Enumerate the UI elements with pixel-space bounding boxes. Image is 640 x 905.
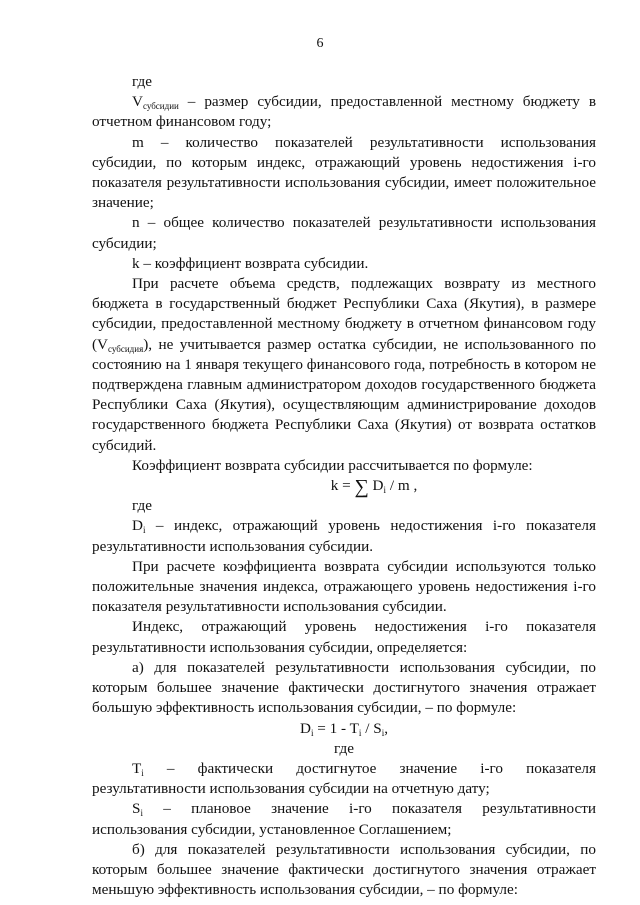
page-number: 6 — [316, 36, 324, 51]
formula-k-rest: / m , — [386, 477, 418, 495]
sum-symbol: ∑ — [354, 476, 369, 499]
formula-k-d: D — [368, 477, 384, 495]
formula-d-d: D — [300, 719, 311, 737]
index-paragraph: Индекс, отражающий уровень недостижения i-го показателя результативности использования субсидии, определяется: — [92, 618, 596, 656]
formula-d-slash: / S — [361, 719, 382, 737]
n-definition: n – общее количество показателей результативности использования субсидии; — [92, 214, 596, 252]
m-definition: m – количество показателей результативности использования субсидии, по которым индекс, отражающий уровень недостижения i-го показателя результативности использования субсидии, имеет положительное значение; — [92, 133, 596, 212]
calc-subscript: субсидия — [108, 343, 144, 354]
calc-text-a: При расчете объема средств, подлежащих возврату из местного бюджета в государственный бюджет Республики Саха (Якутия), в размере субсидии, предоставленной местному бюджету в отчетном финансовом году (V — [92, 275, 596, 353]
v-definition — [92, 92, 596, 132]
si-symbol: S — [132, 800, 141, 818]
di-symbol: D — [132, 517, 143, 535]
di-definition — [92, 516, 596, 556]
si-definition — [92, 799, 596, 839]
formula-d-sub3: i — [381, 727, 385, 738]
di-subscript: i — [142, 525, 146, 536]
ti-definition — [92, 759, 596, 799]
di-definition-text: – индекс, отражающий уровень недостижения i-го показателя результативности использования субсидии. — [92, 517, 596, 555]
formula-k — [92, 476, 596, 499]
case-a-paragraph: а) для показателей результативности использования субсидии, по которым большее значение фактически достигнутого значения отражает большую эффективность использования субсидии, – по формуле: — [92, 658, 596, 717]
where-label: где — [132, 73, 152, 90]
si-definition-text: – плановое значение i-го показателя результативности использования субсидии, установленное Соглашением; — [92, 800, 596, 838]
coefficient-intro: Коэффициент возврата субсидии рассчитывается по формуле: — [132, 456, 533, 474]
formula-d-end: , — [384, 719, 388, 737]
document-body — [92, 72, 596, 900]
formula-d-sub1: i — [310, 727, 314, 738]
where-label-2: где — [132, 497, 152, 515]
ti-subscript: i — [141, 767, 144, 778]
formula-k-sub: i — [383, 485, 387, 496]
where-label-3: где — [334, 739, 354, 757]
case-b-paragraph: б) для показателей результативности использования субсидии, по которым большее значение фактически достигнутого значения отражает меньшую эффективность использования субсидии, – по формуле: — [92, 840, 596, 899]
calc-text-b: ), не учитывается размер остатка субсидии, не использованного по состоянию на 1 января текущего финансового года, потребность в котором не подтверждена главным администратором доходов государственного бюджета Республики Саха (Якутия), осуществляющим администрирование доходов государственного бюджета Республики Саха (Якутия) от возврата остатков субсидий. — [92, 335, 596, 454]
calculation-paragraph — [92, 274, 596, 456]
si-subscript: i — [140, 808, 143, 819]
formula-d-mid: = 1 - T — [313, 719, 359, 737]
formula-k-lhs: k = — [330, 477, 355, 495]
k-definition: k – коэффициент возврата субсидии. — [132, 254, 369, 272]
ti-symbol: T — [132, 759, 142, 777]
positive-values-paragraph: При расчете коэффициента возврата субсидии используются только положительные значения индекса, отражающего уровень недостижения i-го показателя результативности использования субсидии. — [92, 557, 596, 616]
v-definition-text: – размер субсидии, предоставленной местному бюджету в отчетном финансовом году; — [92, 93, 596, 131]
formula-d — [92, 719, 596, 739]
formula-d-sub2: i — [358, 727, 362, 738]
v-subscript: субсидии — [142, 101, 179, 112]
v-symbol: V — [132, 93, 143, 111]
ti-definition-text: – фактически достигнутое значение i-го показателя результативности использования субсидии на отчетную дату; — [92, 759, 596, 798]
